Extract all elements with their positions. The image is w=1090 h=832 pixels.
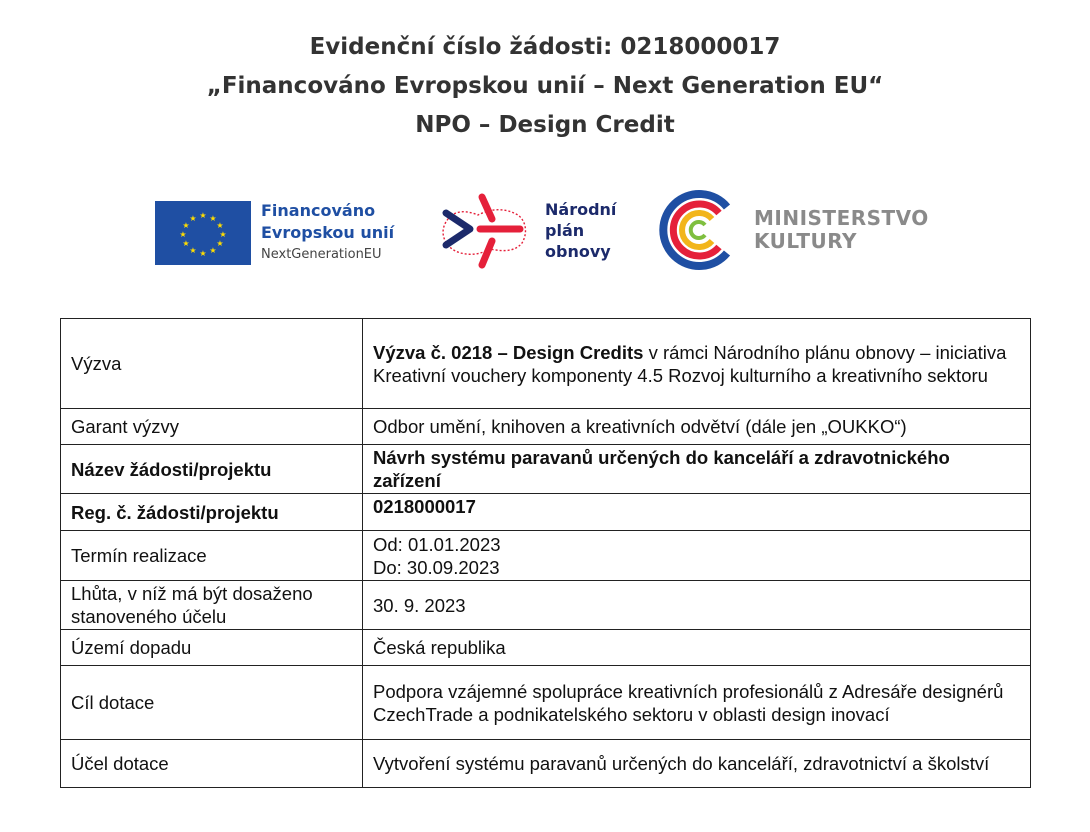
row-value: Podpora vzájemné spolupráce kreativních profesionálů z Adresáře designérů CzechTrade a podnikatelského sektoru v oblasti design inovací [363, 666, 1031, 740]
svg-text:★: ★ [209, 214, 217, 223]
svg-text:★: ★ [216, 221, 224, 230]
svg-text:★: ★ [199, 211, 207, 220]
row-label: Cíl dotace [61, 666, 363, 740]
eu-logo-line1: Financováno [261, 201, 376, 220]
application-number: Evidenční číslo žádosti: 0218000017 [309, 34, 781, 60]
row-label: Termín realizace [61, 531, 363, 581]
row-value [363, 531, 1031, 581]
row-value: Návrh systému paravanů určených do kanceláří a zdravotnického zařízení [363, 445, 1031, 494]
logo-strip [0, 185, 1090, 280]
row-value [363, 319, 1031, 409]
table-row [61, 581, 1031, 630]
table-row [61, 319, 1031, 409]
row-label: Název žádosti/projektu [61, 445, 363, 494]
svg-text:★: ★ [219, 230, 227, 239]
svg-text:★: ★ [189, 246, 197, 255]
row-label: Garant výzvy [61, 409, 363, 445]
funding-statement: „Financováno Evropskou unií – Next Generation EU“ [206, 73, 884, 99]
npo-logo-line3: obnovy [545, 242, 611, 261]
call-title: Výzva č. 0218 – Design Credits [373, 341, 644, 363]
ministerstvo-mark-icon [657, 187, 743, 273]
row-value: Česká republika [363, 630, 1031, 666]
call-description: v rámci Národního plánu obnovy – iniciativa Kreativní vouchery komponenty 4.5 Rozvoj kulturního a kreativního sektoru [373, 341, 1007, 386]
svg-text:★: ★ [209, 246, 217, 255]
row-label: Lhůta, v níž má být dosaženo stanoveného účelu [61, 581, 363, 630]
date-to: Do: 30.09.2023 [373, 556, 500, 578]
project-info-table [60, 318, 1031, 788]
row-value: 0218000017 [363, 494, 1031, 531]
ministerstvo-logo-line1: MINISTERSTVO [754, 206, 929, 230]
ministerstvo-logo-line2: KULTURY [754, 229, 857, 253]
eu-logo-line2: Evropskou unií [261, 223, 395, 242]
table-row [61, 666, 1031, 740]
table-row [61, 409, 1031, 445]
svg-text:★: ★ [216, 239, 224, 248]
svg-text:★: ★ [182, 239, 190, 248]
svg-text:★: ★ [182, 221, 190, 230]
npo-logo-line1: Národní [545, 200, 617, 219]
row-value: Odbor umění, knihoven a kreativních odvětví (dále jen „OUKKO“) [363, 409, 1031, 445]
npo-logo-line2: plán [545, 221, 585, 240]
document-header [0, 28, 1090, 145]
svg-text:★: ★ [179, 230, 187, 239]
row-label: Účel dotace [61, 740, 363, 788]
row-label: Území dopadu [61, 630, 363, 666]
table-row [61, 494, 1031, 531]
npo-mark-icon [434, 189, 534, 273]
program-name: NPO – Design Credit [415, 112, 675, 138]
eu-logo-line3: NextGenerationEU [261, 247, 382, 262]
table-row [61, 445, 1031, 494]
row-value: 30. 9. 2023 [363, 581, 1031, 630]
svg-text:★: ★ [199, 249, 207, 258]
row-label: Reg. č. žádosti/projektu [61, 494, 363, 531]
date-from: Od: 01.01.2023 [373, 533, 501, 555]
svg-text:★: ★ [189, 214, 197, 223]
eu-flag-icon [155, 201, 251, 265]
table-row [61, 630, 1031, 666]
row-value: Vytvoření systému paravanů určených do kanceláří, zdravotnictví a školství [363, 740, 1031, 788]
table-row [61, 740, 1031, 788]
row-label: Výzva [61, 319, 363, 409]
table-row [61, 531, 1031, 581]
